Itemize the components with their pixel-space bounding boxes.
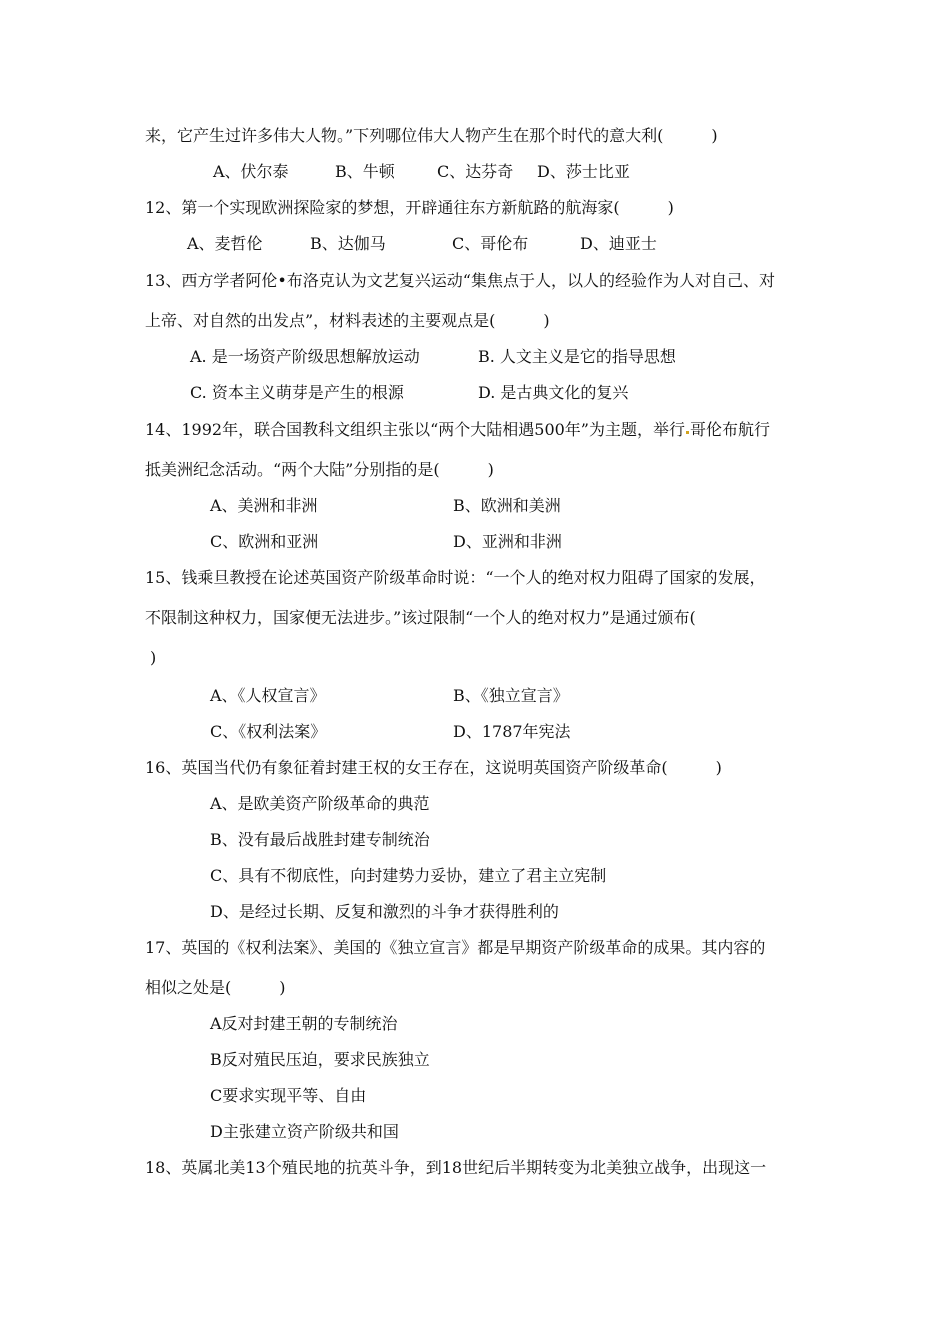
q12-option-d[interactable]: D、迪亚士 <box>580 234 657 253</box>
q17-option-a[interactable]: A反对封建王朝的专制统治 <box>210 1014 398 1033</box>
q18-stem: 18、英属北美13个殖民地的抗英斗争，到18世纪后半期转变为北美独立战争，出现这一 <box>145 1158 767 1177</box>
q11-option-b[interactable]: B、牛顿 <box>335 162 395 181</box>
q15-option-c[interactable]: C、《权利法案》 <box>210 722 327 741</box>
q15-option-b[interactable]: B、《独立宣言》 <box>453 686 569 705</box>
q15-stem-line2: 不限制这种权力，国家便无法进步。”该过限制“一个人的绝对权力”是通过颁布( <box>145 608 696 627</box>
q14-stem-line1 <box>0 420 950 440</box>
q15-option-d[interactable]: D、1787年宪法 <box>453 722 571 741</box>
q14-option-b[interactable]: B、欧洲和美洲 <box>453 496 561 515</box>
q12-option-b[interactable]: B、达伽马 <box>310 234 386 253</box>
q16-option-a[interactable]: A、是欧美资产阶级革命的典范 <box>210 794 430 813</box>
q16-stem: 16、英国当代仍有象征着封建王权的女王存在，这说明英国资产阶级革命( ) <box>145 758 722 777</box>
q17-option-d[interactable]: D主张建立资产阶级共和国 <box>210 1122 399 1141</box>
q16-option-b[interactable]: B、没有最后战胜封建专制统治 <box>210 830 430 849</box>
q11-option-d[interactable]: D、莎士比亚 <box>537 162 630 181</box>
q14-option-a[interactable]: A、美洲和非洲 <box>210 496 318 515</box>
q15-stem-line3: ) <box>150 648 157 667</box>
annotation-dot <box>686 431 689 434</box>
q13-option-a[interactable]: A. 是一场资产阶级思想解放运动 <box>190 347 420 366</box>
q17-option-b[interactable]: B反对殖民压迫，要求民族独立 <box>210 1050 430 1069</box>
q16-option-d[interactable]: D、是经过长期、反复和激烈的斗争才获得胜利的 <box>210 902 559 921</box>
q11-option-c[interactable]: C、达芬奇 <box>437 162 514 181</box>
q14-stem-line2: 抵美洲纪念活动。“两个大陆”分别指的是( ) <box>145 460 494 479</box>
q12-option-a[interactable]: A、麦哲伦 <box>187 234 263 253</box>
q16-option-c[interactable]: C、具有不彻底性，向封建势力妥协，建立了君主立宪制 <box>210 866 607 885</box>
q17-stem-line2: 相似之处是( ) <box>145 978 286 997</box>
q17-option-c[interactable]: C要求实现平等、自由 <box>210 1086 367 1105</box>
q13-option-c[interactable]: C. 资本主义萌芽是产生的根源 <box>190 383 404 402</box>
q14-option-d[interactable]: D、亚洲和非洲 <box>453 532 562 551</box>
q11-stem-continued: 来，它产生过许多伟大人物。”下列哪位伟大人物产生在那个时代的意大利( ) <box>145 126 718 145</box>
q15-option-a[interactable]: A、《人权宣言》 <box>210 686 326 705</box>
q12-stem: 12、第一个实现欧洲探险家的梦想，开辟通往东方新航路的航海家( ) <box>145 198 674 217</box>
q15-stem-line1: 15、钱乘旦教授在论述英国资产阶级革命时说：“一个人的绝对权力阻碍了国家的发展， <box>145 568 766 587</box>
q11-option-a[interactable]: A、伏尔泰 <box>213 162 289 181</box>
q13-stem-line2: 上帝、对自然的出发点”，材料表述的主要观点是( ) <box>145 311 550 330</box>
q14-stem-part2: 哥伦布航行 <box>689 420 770 439</box>
q14-option-c[interactable]: C、欧洲和亚洲 <box>210 532 319 551</box>
q14-stem-part1: 14、1992年，联合国教科文组织主张以“两个大陆相遇500年”为主题，举行 <box>145 420 685 439</box>
q17-stem-line1: 17、英国的《权利法案》、美国的《独立宣言》都是早期资产阶级革命的成果。其内容的 <box>145 938 766 957</box>
q13-option-b[interactable]: B. 人文主义是它的指导思想 <box>478 347 676 366</box>
q12-option-c[interactable]: C、哥伦布 <box>452 234 529 253</box>
q13-stem-line1: 13、西方学者阿伦•布洛克认为文艺复兴运动“集焦点于人，以人的经验作为人对自己、对 <box>145 271 775 290</box>
q13-option-d[interactable]: D. 是古典文化的复兴 <box>478 383 629 402</box>
